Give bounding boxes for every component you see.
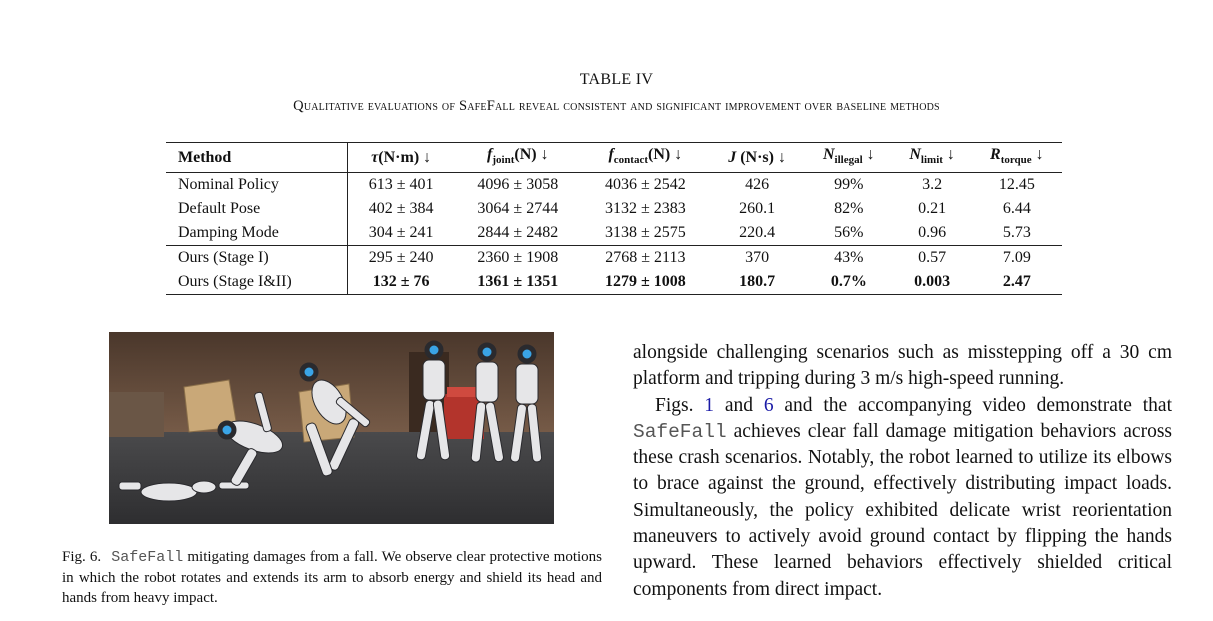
cell-nlimit: 0.57 xyxy=(893,246,972,271)
cell-tau: 295 ± 240 xyxy=(348,246,454,271)
cell-J: 220.4 xyxy=(739,224,776,242)
cell-rtorque: 12.45 xyxy=(998,176,1035,194)
figure-robot-fall-sequence xyxy=(109,332,554,524)
table-row xyxy=(166,221,1062,246)
header-method: Method xyxy=(166,143,348,173)
cell-fjoint: 2360 ± 1908 xyxy=(454,246,582,271)
cell-nlimit: 0.003 xyxy=(893,270,972,295)
table-caption-method: SafeFall xyxy=(458,98,515,114)
cell-J: 180.7 xyxy=(709,270,805,295)
body-method: SafeFall xyxy=(633,420,727,443)
cell-rtorque: 6.44 xyxy=(1002,200,1031,218)
cell-tau: 132 ± 76 xyxy=(348,270,454,295)
figure-caption-text: mitigating damages from a fall. We observe clear protective motions in which the robot rotates and extends its arm to absorb energy and shield its head and hands from heavy impact. xyxy=(62,549,602,606)
cell-fjoint: 3064 ± 2744 xyxy=(477,200,559,218)
header-tau: τ(N·m) ↓ xyxy=(348,143,454,173)
table-row xyxy=(166,197,1062,221)
cell-J: 260.1 xyxy=(739,200,776,218)
cell-fcontact: 1279 ± 1008 xyxy=(582,270,710,295)
header-nlimit: $N_{limit}$ ↓ xyxy=(893,143,972,173)
cell-rtorque: 2.47 xyxy=(972,270,1062,295)
cell-fcontact: 3132 ± 2383 xyxy=(604,200,686,218)
header-fjoint: $f_{joint}(N)$ ↓ xyxy=(454,143,582,173)
table-caption xyxy=(0,98,1213,115)
table-caption-post: reveal consistent and significant improvement over baseline methods xyxy=(515,98,940,114)
cell-nlimit: 0.21 xyxy=(918,200,947,218)
figure-caption xyxy=(62,547,602,608)
cell-J: 426 xyxy=(745,176,770,194)
table-row-best xyxy=(166,270,1062,295)
table-header-row xyxy=(166,143,1062,173)
table-row xyxy=(166,173,1062,198)
cell-nlimit: 0.96 xyxy=(918,224,947,242)
cell-method: Default Pose xyxy=(166,197,348,221)
cell-nillegal: 99% xyxy=(834,176,864,194)
header-rtorque: $R_{torque}$ ↓ xyxy=(972,143,1062,173)
header-J: J (N·s) ↓ xyxy=(709,143,805,173)
floor xyxy=(109,432,554,524)
results-table xyxy=(166,142,1062,295)
cell-tau: 402 ± 384 xyxy=(368,200,434,218)
table-caption-pre: Qualitative evaluations of xyxy=(293,98,459,114)
cell-tau: 304 ± 241 xyxy=(368,224,434,242)
paragraph-2: Figs. 1 and 6 and the accompanying video demonstrate that SafeFall achieves clear fall damage mitigation behaviors across these crash scenarios. Notably, the robot learned to utilize its elbows to brace against the ground, effectively distributing impact loads. Simultaneously, the policy exhibited delicate wrist reorientation maneuvers to actively avoid ground contact by flipping the hands upward. These learned behaviors effectively shielded critical components from direct impact. xyxy=(633,394,1172,600)
cell-fcontact: 2768 ± 2113 xyxy=(582,246,710,271)
cell-method: Ours (Stage I) xyxy=(166,246,348,271)
cell-fjoint: 1361 ± 1351 xyxy=(454,270,582,295)
cell-nillegal: 0.7% xyxy=(805,270,893,295)
figure-method: SafeFall xyxy=(111,549,184,566)
cell-nillegal: 82% xyxy=(834,200,864,218)
cell-fjoint: 4096 ± 3058 xyxy=(477,176,559,194)
cell-fcontact: 3138 ± 2575 xyxy=(604,224,686,242)
header-nillegal: $N_{illegal}$ ↓ xyxy=(805,143,893,173)
cell-rtorque: 5.73 xyxy=(1002,224,1031,242)
table-row xyxy=(166,246,1062,271)
cell-fjoint: 2844 ± 2482 xyxy=(477,224,559,242)
figure-label: Fig. 6. xyxy=(62,549,102,565)
figure-ref-6[interactable]: 6 xyxy=(763,394,774,416)
robot-fall-illustration xyxy=(109,332,554,524)
cell-fcontact: 4036 ± 2542 xyxy=(604,176,686,194)
table-label: TABLE IV xyxy=(579,71,654,88)
cell-nillegal: 43% xyxy=(805,246,893,271)
cell-nillegal: 56% xyxy=(834,224,864,242)
sofa xyxy=(109,392,164,437)
cell-rtorque: 7.09 xyxy=(972,246,1062,271)
cell-method: Nominal Policy xyxy=(166,173,348,198)
header-fcontact: $f_{contact}(N)$ ↓ xyxy=(582,143,710,173)
cell-J: 370 xyxy=(709,246,805,271)
cell-tau: 613 ± 401 xyxy=(368,176,434,194)
body-text-column xyxy=(633,340,1172,603)
figure-ref-1[interactable]: 1 xyxy=(704,394,715,416)
paragraph-1: alongside challenging scenarios such as misstepping off a 30 cm platform and tripping during 3 m/s high-speed running. xyxy=(633,342,1172,390)
cell-method: Damping Mode xyxy=(166,221,348,246)
cell-nlimit: 3.2 xyxy=(922,176,943,194)
cell-method: Ours (Stage I&II) xyxy=(166,270,348,295)
